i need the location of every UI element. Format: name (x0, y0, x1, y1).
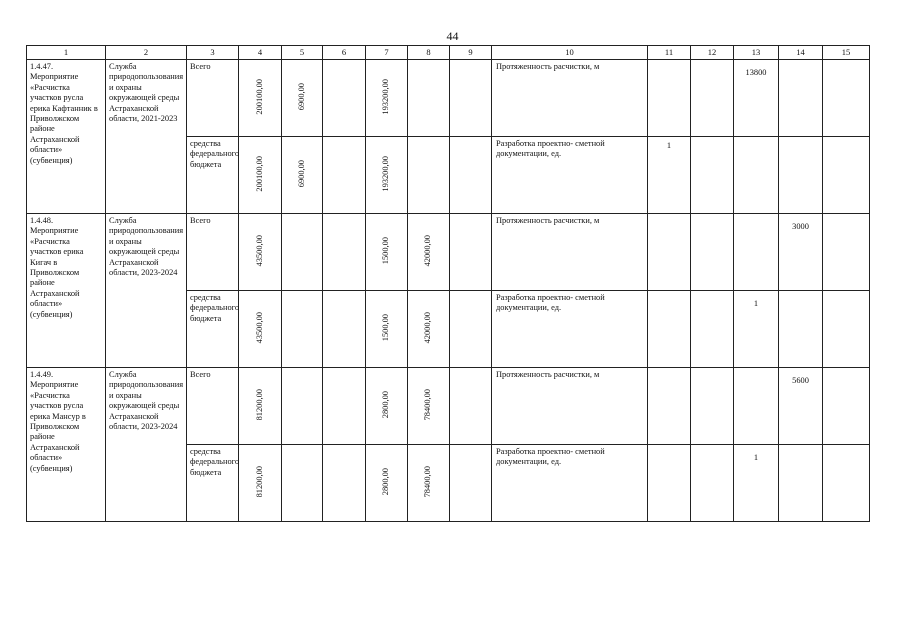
amount-cell-c5 (282, 60, 323, 137)
amount-cell-c7 (366, 368, 408, 445)
funding-source-cell: средства федерального бюджета (187, 445, 239, 522)
amount-cell-c7-value: 193200,00 (381, 155, 391, 192)
amount-cell-c4-value: 200100,00 (254, 78, 264, 115)
indicator-cell: Протяженность расчистки, м (492, 214, 648, 291)
col-header: 3 (187, 46, 239, 60)
amount-cell-c8 (408, 368, 450, 445)
indicator-value-c15 (823, 445, 870, 522)
indicator-value-c12 (691, 60, 734, 137)
indicator-value-c12 (691, 137, 734, 214)
indicator-value-c11 (648, 368, 691, 445)
amount-cell-c8 (408, 445, 450, 522)
amount-cell-c4 (239, 445, 282, 522)
col-header: 2 (106, 46, 187, 60)
funding-source-cell: Всего (187, 60, 239, 137)
amount-cell-c7 (366, 291, 408, 368)
indicator-value-c11: 1 (648, 137, 691, 214)
funding-source-cell: средства федерального бюджета (187, 137, 239, 214)
amount-cell-c8 (408, 137, 450, 214)
col-header: 11 (648, 46, 691, 60)
indicator-value-c14 (779, 291, 823, 368)
amount-cell-c5 (282, 291, 323, 368)
indicator-value-c14 (779, 445, 823, 522)
amount-cell-c8-value: 42000,00 (423, 234, 433, 266)
amount-cell-c6 (323, 291, 366, 368)
measure-name-cell: 1.4.48. Мероприятие «Расчистка участков ерика Кигач в Приволжском районе Астраханской области» (субвенция) (27, 214, 106, 368)
amount-cell-c8 (408, 291, 450, 368)
amount-cell-c6 (323, 137, 366, 214)
amount-cell-c7 (366, 445, 408, 522)
col-header: 9 (450, 46, 492, 60)
amount-cell-c6 (323, 368, 366, 445)
amount-cell-c4-value: 43500,00 (254, 234, 264, 266)
amount-cell-c4-value: 81200,00 (254, 465, 264, 497)
amount-cell-c4 (239, 137, 282, 214)
amount-cell-c9 (450, 368, 492, 445)
amount-cell-c7-value: 1500,00 (381, 313, 391, 341)
amount-cell-c5-value: 6900,00 (296, 82, 306, 110)
amount-cell-c7 (366, 214, 408, 291)
indicator-value-c15 (823, 137, 870, 214)
col-header: 12 (691, 46, 734, 60)
amount-cell-c7-value: 2800,00 (381, 390, 391, 418)
indicator-value-c15 (823, 214, 870, 291)
amount-cell-c7 (366, 60, 408, 137)
amount-cell-c6 (323, 60, 366, 137)
indicator-value-c13 (734, 214, 779, 291)
indicator-value-c12 (691, 445, 734, 522)
indicator-value-c15 (823, 60, 870, 137)
amount-cell-c8-value: 42000,00 (423, 311, 433, 343)
indicator-value-c15 (823, 291, 870, 368)
amount-cell-c9 (450, 137, 492, 214)
table-row (27, 214, 870, 291)
indicator-value-c12 (691, 214, 734, 291)
amount-cell-c6 (323, 445, 366, 522)
amount-cell-c7-value: 1500,00 (381, 236, 391, 264)
col-header: 10 (492, 46, 648, 60)
col-header: 14 (779, 46, 823, 60)
amount-cell-c5 (282, 137, 323, 214)
indicator-value-c14: 5600 (779, 368, 823, 445)
amount-cell-c4-value: 43500,00 (254, 311, 264, 343)
amount-cell-c8 (408, 60, 450, 137)
indicator-value-c11 (648, 445, 691, 522)
col-header: 5 (282, 46, 323, 60)
amount-cell-c9 (450, 214, 492, 291)
indicator-cell: Разработка проектно- сметной документации, ед. (492, 291, 648, 368)
indicator-cell: Разработка проектно- сметной документации, ед. (492, 445, 648, 522)
executor-cell: Служба природопользования и охраны окружающей среды Астраханской области, 2023-2024 (106, 214, 187, 368)
indicator-value-c12 (691, 368, 734, 445)
funding-source-cell: Всего (187, 214, 239, 291)
indicator-value-c11 (648, 214, 691, 291)
indicator-value-c13 (734, 368, 779, 445)
indicator-value-c13 (734, 137, 779, 214)
indicator-value-c11 (648, 60, 691, 137)
indicator-cell: Протяженность расчистки, м (492, 368, 648, 445)
indicator-value-c14: 3000 (779, 214, 823, 291)
amount-cell-c6 (323, 214, 366, 291)
col-header: 1 (27, 46, 106, 60)
header-row (27, 46, 870, 60)
funding-source-cell: средства федерального бюджета (187, 291, 239, 368)
funding-source-cell: Всего (187, 368, 239, 445)
executor-cell: Служба природопользования и охраны окружающей среды Астраханской области, 2021-2023 (106, 60, 187, 214)
amount-cell-c8 (408, 214, 450, 291)
amount-cell-c8-value: 78400,00 (423, 465, 433, 497)
amount-cell-c9 (450, 291, 492, 368)
amount-cell-c5 (282, 368, 323, 445)
indicator-value-c14 (779, 137, 823, 214)
indicator-value-c13: 13800 (734, 60, 779, 137)
program-table (26, 45, 870, 522)
col-header: 15 (823, 46, 870, 60)
amount-cell-c4 (239, 214, 282, 291)
amount-cell-c5-value: 6900,00 (296, 159, 306, 187)
amount-cell-c4 (239, 60, 282, 137)
col-header: 8 (408, 46, 450, 60)
indicator-value-c14 (779, 60, 823, 137)
measure-name-cell: 1.4.47. Мероприятие «Расчистка участков русла ерика Кафтанник в Приволжском районе Астраханской области» (субвенция) (27, 60, 106, 214)
amount-cell-c7 (366, 137, 408, 214)
indicator-cell: Разработка проектно- сметной документации, ед. (492, 137, 648, 214)
indicator-value-c12 (691, 291, 734, 368)
amount-cell-c4 (239, 291, 282, 368)
indicator-value-c15 (823, 368, 870, 445)
amount-cell-c4-value: 200100,00 (254, 155, 264, 192)
indicator-value-c13: 1 (734, 291, 779, 368)
amount-cell-c7-value: 2800,00 (381, 467, 391, 495)
amount-cell-c9 (450, 445, 492, 522)
amount-cell-c7-value: 193200,00 (381, 78, 391, 115)
table-row (27, 368, 870, 445)
amount-cell-c5 (282, 214, 323, 291)
indicator-cell: Протяженность расчистки, м (492, 60, 648, 137)
amount-cell-c4 (239, 368, 282, 445)
measure-name-cell: 1.4.49. Мероприятие «Расчистка участков русла ерика Мансур в Приволжском районе Астраханской области» (субвенция) (27, 368, 106, 522)
amount-cell-c5 (282, 445, 323, 522)
executor-cell: Служба природопользования и охраны окружающей среды Астраханской области, 2023-2024 (106, 368, 187, 522)
col-header: 7 (366, 46, 408, 60)
indicator-value-c13: 1 (734, 445, 779, 522)
col-header: 6 (323, 46, 366, 60)
amount-cell-c9 (450, 60, 492, 137)
col-header: 4 (239, 46, 282, 60)
indicator-value-c11 (648, 291, 691, 368)
amount-cell-c8-value: 78400,00 (423, 388, 433, 420)
page-number: 44 (446, 29, 459, 43)
col-header: 13 (734, 46, 779, 60)
amount-cell-c4-value: 81200,00 (254, 388, 264, 420)
table-row (27, 60, 870, 137)
